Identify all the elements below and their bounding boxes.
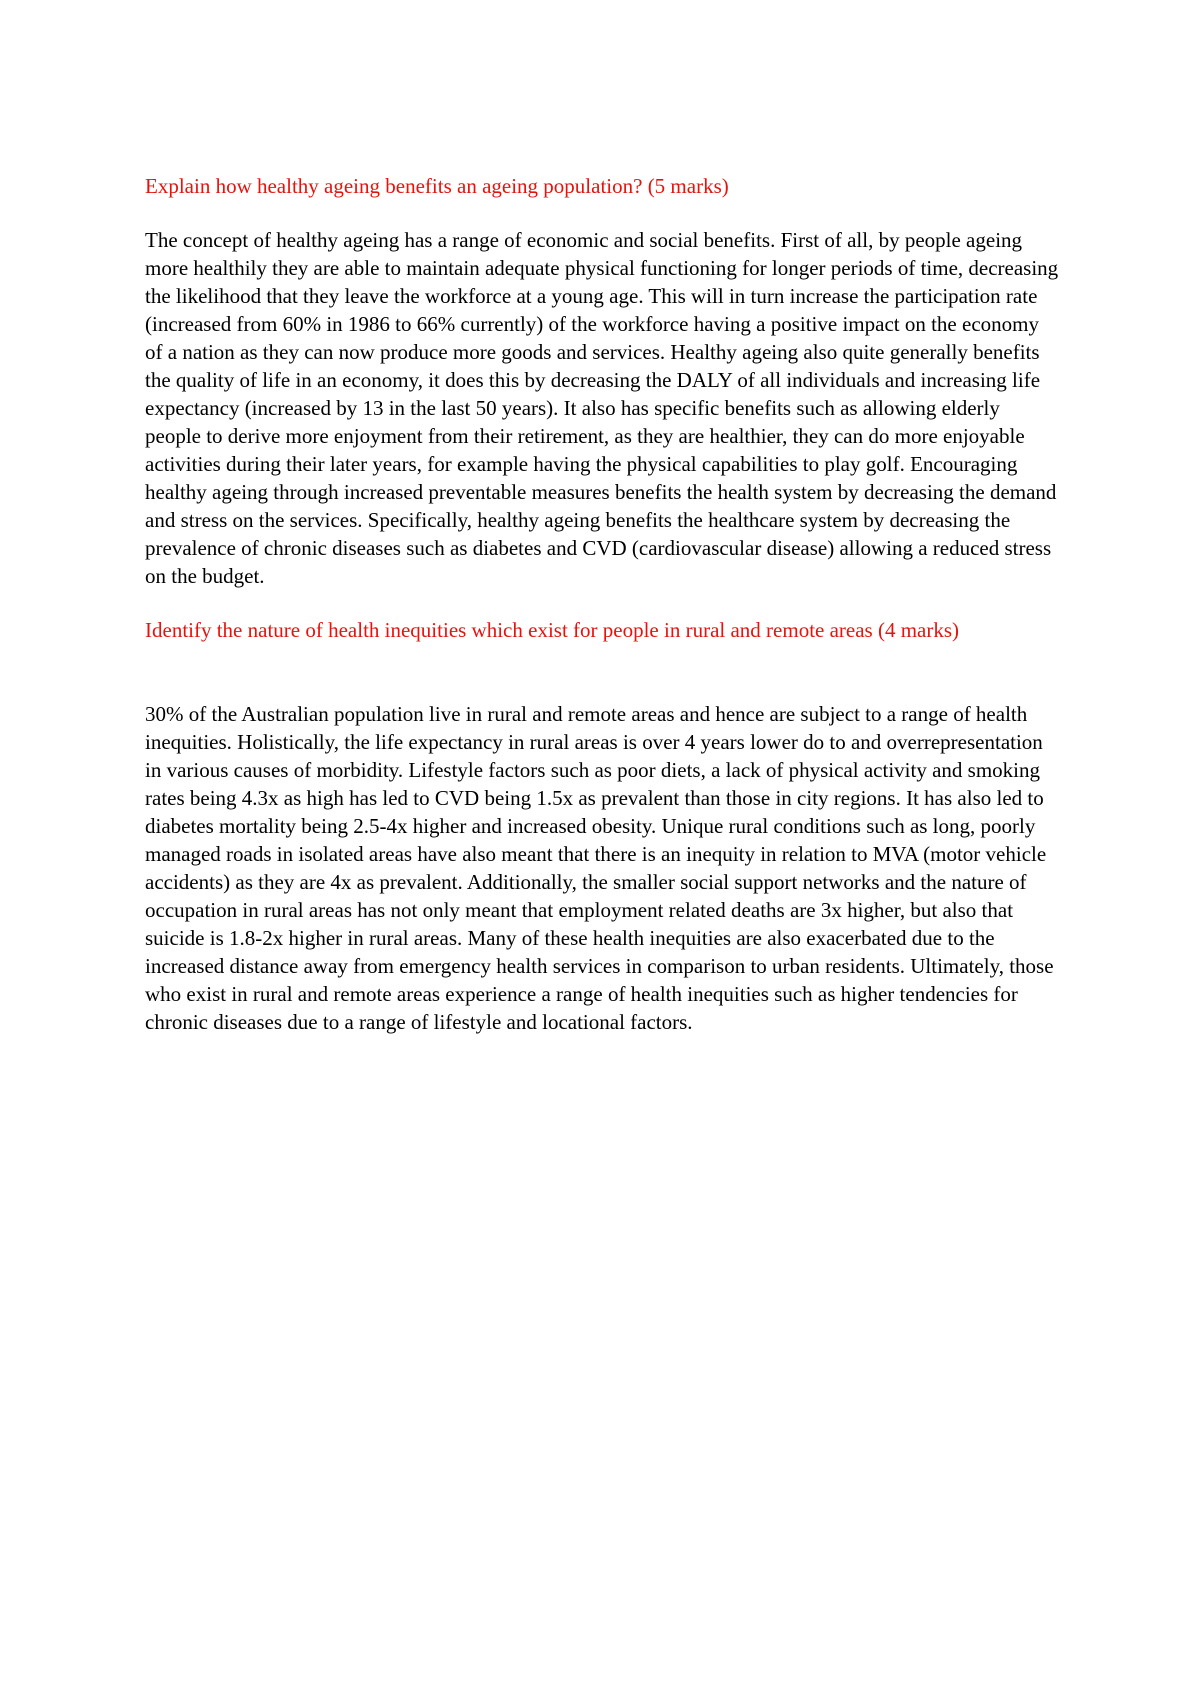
answer-paragraph-2: 30% of the Australian population live in rural and remote areas and hence are subject to a range of health inequities. Holistically, the life expectancy in rural areas is over 4 years lower do to and overrepresentation in various causes of morbidity. Lifestyle factors such as poor diets, a lack of physical activity and smoking rates being 4.3x as high has led to CVD being 1.5x as prevalent than those in city regions. It has also led to diabetes mortality being 2.5-4x higher and increased obesity. Unique rural conditions such as long, poorly managed roads in isolated areas have also meant that there is an inequity in relation to MVA (motor vehicle accidents) as they are 4x as prevalent. Additionally, the smaller social support networks and the nature of occupation in rural areas has not only meant that employment related deaths are 3x higher, but also that suicide is 1.8-2x higher in rural areas. Many of these health inequities are also exacerbated due to the increased distance away from emergency health services in comparison to urban residents. Ultimately, those who exist in rural and remote areas experience a range of health inequities such as higher tendencies for chronic diseases due to a range of lifestyle and locational factors. xyxy=(145,702,1054,1034)
question-heading-2: Identify the nature of health inequities which exist for people in rural and remote areas (4 marks) xyxy=(145,618,960,642)
document-content xyxy=(145,172,1060,1036)
answer-paragraph-1: The concept of healthy ageing has a range of economic and social benefits. First of all, by people ageing more healthily they are able to maintain adequate physical functioning for longer periods of time, decreasing the likelihood that they leave the workforce at a young age. This will in turn increase the participation rate (increased from 60% in 1986 to 66% currently) of the workforce having a positive impact on the economy of a nation as they can now produce more goods and services. Healthy ageing also quite generally benefits the quality of life in an economy, it does this by decreasing the DALY of all individuals and increasing life expectancy (increased by 13 in the last 50 years). It also has specific benefits such as allowing elderly people to derive more enjoyment from their retirement, as they are healthier, they can do more enjoyable activities during their later years, for example having the physical capabilities to play golf. Encouraging healthy ageing through increased preventable measures benefits the health system by decreasing the demand and stress on the services. Specifically, healthy ageing benefits the healthcare system by decreasing the prevalence of chronic diseases such as diabetes and CVD (cardiovascular disease) allowing a reduced stress on the budget. xyxy=(145,228,1059,588)
question-heading-1: Explain how healthy ageing benefits an ageing population? (5 marks) xyxy=(145,174,729,198)
